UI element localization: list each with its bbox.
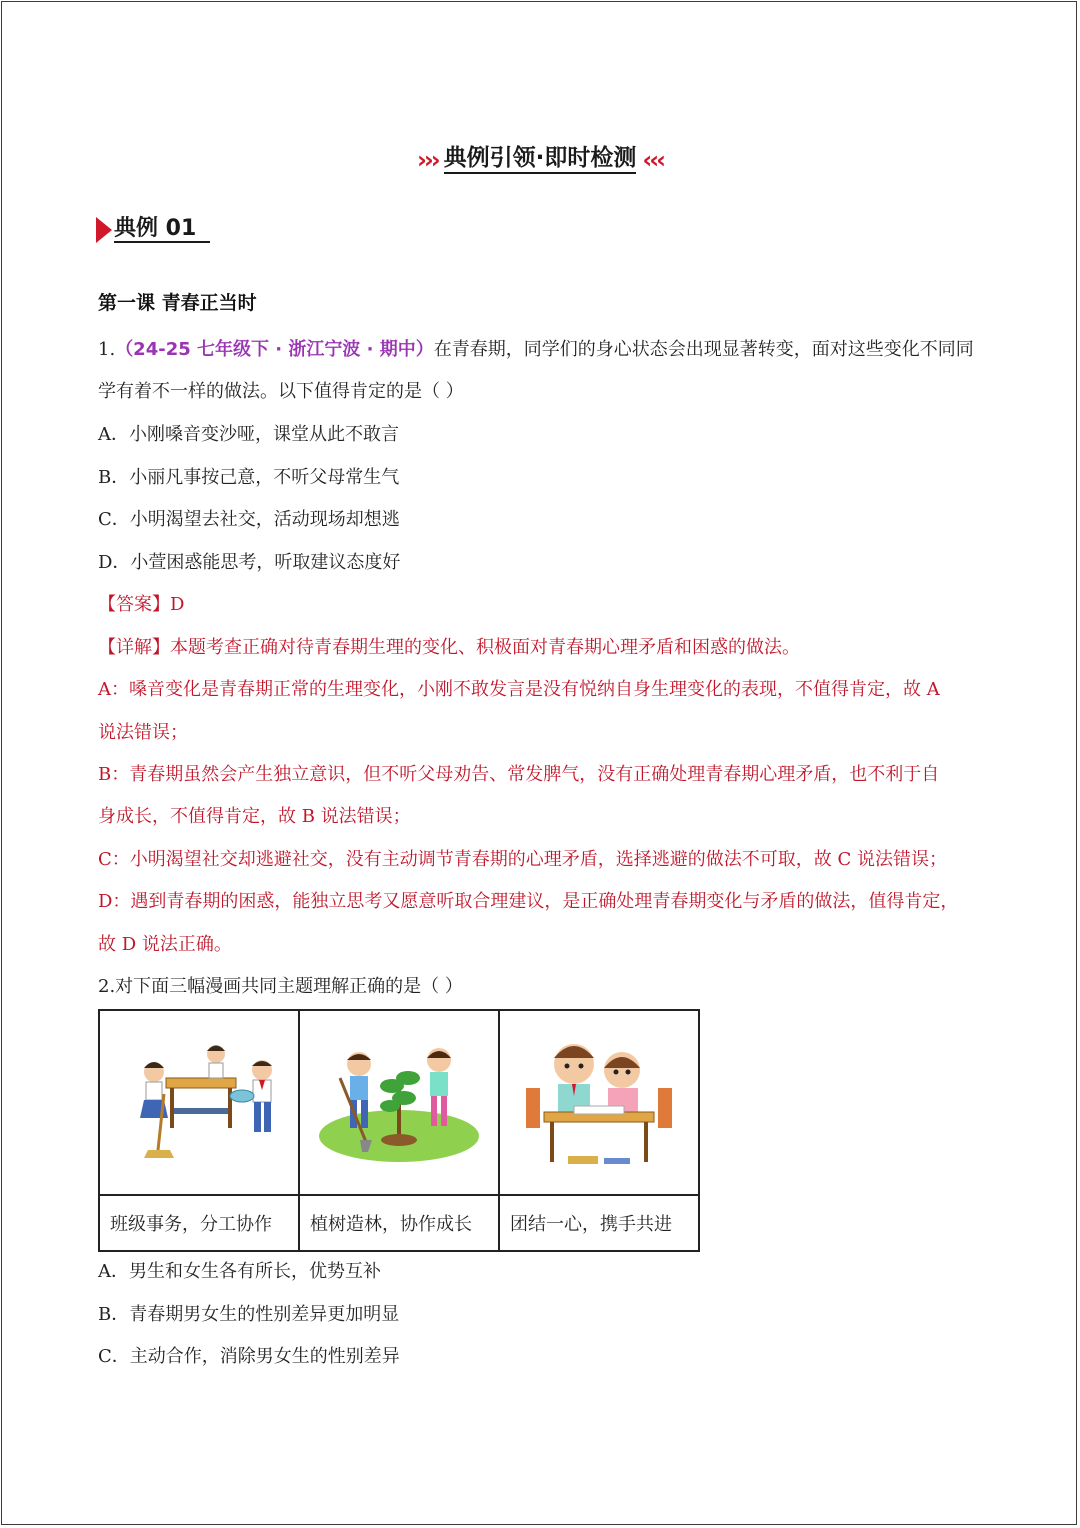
example-heading	[96, 212, 210, 248]
red-triangle-icon	[96, 217, 112, 243]
q1-number: 1.	[98, 339, 116, 360]
q1-analysis-line: B：青春期虽然会产生独立意识，但不听父母劝告、常发脾气，没有正确处理青春期心理矛盾，也不利于自	[98, 764, 940, 785]
q2-option-a: A．男生和女生各有所长，优势互补	[98, 1261, 381, 1282]
comic-cell	[99, 1010, 299, 1195]
banner-title: 典例引领·即时检测	[444, 146, 637, 174]
q1-stem-line1	[98, 335, 974, 365]
comic-cell	[499, 1010, 699, 1195]
q1-analysis-line: A：嗓音变化是青春期正常的生理变化，小刚不敢发言是没有悦纳自身生理变化的表现，不值得肯定，故 A	[98, 679, 940, 700]
q1-stem-text: 在青春期，同学们的身心状态会出现显著转变，面对这些变化不同同	[433, 339, 974, 360]
q2-option-b: B．青春期男女生的性别差异更加明显	[98, 1304, 400, 1325]
q1-option-a: A．小刚嗓音变沙哑，课堂从此不敢言	[98, 424, 399, 445]
q1-analysis-line: 说法错误；	[98, 722, 188, 743]
comic-cell	[299, 1010, 499, 1195]
q1-analysis-line: C：小明渴望社交却逃避社交，没有主动调节青春期的心理矛盾，选择逃避的做法不可取，故 C 说法错误；	[98, 849, 947, 870]
q1-option-c: C．小明渴望去社交，活动现场却想逃	[98, 509, 400, 530]
comic-caption: 班级事务，分工协作	[99, 1195, 299, 1251]
classroom-cleaning-illustration	[114, 1038, 284, 1168]
q1-analysis-line: 身成长，不值得肯定，故 B 说法错误；	[98, 806, 411, 827]
q1-answer: 【答案】D	[98, 594, 185, 615]
comic-table	[98, 1009, 700, 1252]
q1-source: （24-25 七年级下 · 浙江宁波 · 期中）	[115, 339, 434, 360]
q1-stem-line2: 学有着不一样的做法。以下值得肯定的是（ ）	[98, 381, 464, 402]
q1-analysis-line: 故 D 说法正确。	[98, 934, 232, 955]
q1-option-b: B．小丽凡事按己意，不听父母常生气	[98, 467, 400, 488]
q2-option-c: C．主动合作，消除男女生的性别差异	[98, 1346, 400, 1367]
q1-analysis-line: 【详解】本题考查正确对待青春期生理的变化、积极面对青春期心理矛盾和困惑的做法。	[98, 637, 800, 658]
comic-caption: 植树造林，协作成长	[299, 1195, 499, 1251]
tree-planting-illustration	[314, 1038, 484, 1168]
q1-option-d: D．小萱困惑能思考，听取建议态度好	[98, 552, 401, 573]
q1-analysis-line: D：遇到青春期的困惑，能独立思考又愿意听取合理建议，是正确处理青春期变化与矛盾的做法，值得肯定，	[98, 891, 959, 912]
left-arrows-icon: ›››	[416, 146, 438, 174]
comic-caption: 团结一心，携手共进	[499, 1195, 699, 1251]
section-banner	[0, 140, 1080, 180]
example-label: 典例 01	[114, 217, 210, 243]
right-arrows-icon: ‹‹‹	[642, 146, 664, 174]
q2-stem: 2.对下面三幅漫画共同主题理解正确的是（ ）	[98, 976, 463, 997]
lesson-title: 第一课 青春正当时	[98, 292, 257, 314]
studying-together-illustration	[514, 1028, 684, 1178]
